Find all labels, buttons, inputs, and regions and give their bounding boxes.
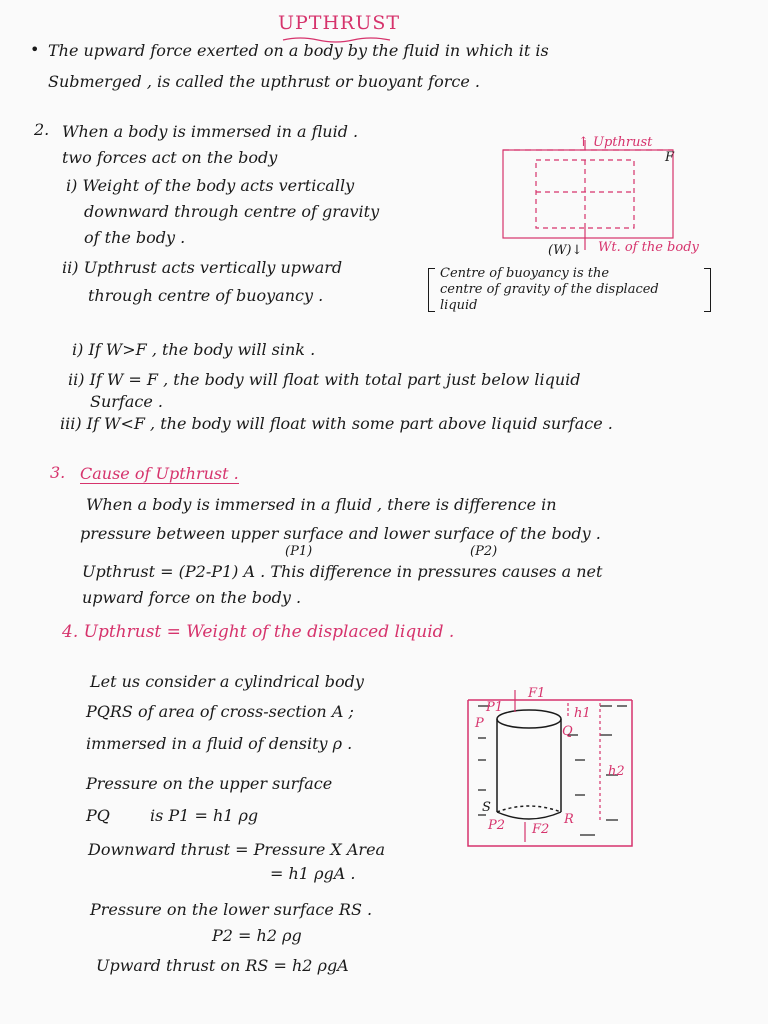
derivation-line-9: P2 = h2 ρg	[212, 926, 302, 945]
diagram-weight-label: Wt. of the body	[598, 240, 699, 255]
derivation-line-5b: is P1 = h1 ρg	[150, 806, 259, 825]
derivation-line-4: Pressure on the upper surface	[86, 774, 333, 793]
note-bracket-right	[704, 268, 711, 312]
diagram-f-label: F	[665, 150, 675, 165]
section-3-number: 3.	[50, 463, 66, 482]
cause-line-3: Upthrust = (P2-P1) A . This difference in pressures causes a net	[82, 562, 603, 581]
bullet-1: •	[30, 40, 40, 59]
definition-line-1: The upward force exerted on a body by the fluid in which it is	[48, 41, 549, 60]
derivation-line-8: Pressure on the lower surface RS .	[90, 900, 373, 919]
cause-line-4: upward force on the body .	[82, 588, 302, 607]
definition-line-2: Submerged , is called the upthrust or buoyant force .	[48, 72, 480, 91]
label-f1: F1	[528, 686, 546, 701]
page-title: UPTHRUST	[278, 12, 401, 34]
condition-sink: i) If W>F , the body will sink .	[72, 340, 316, 359]
cylinder-body	[497, 710, 561, 819]
diagram-upthrust-label: ↑ Upthrust	[578, 135, 653, 150]
label-r: R	[564, 812, 574, 827]
derivation-line-5a: PQ	[86, 806, 110, 825]
buoyancy-diagram	[503, 140, 673, 250]
label-s: S	[482, 800, 491, 815]
note-bracket-left	[428, 268, 435, 312]
cause-line-1: When a body is immersed in a fluid , there is difference in	[86, 495, 557, 514]
section-2-line-2: two forces act on the body	[62, 148, 278, 167]
derivation-line-3: immersed in a fluid of density ρ .	[86, 734, 353, 753]
condition-float-below: ii) If W = F , the body will float with total part just below liquid	[68, 370, 581, 389]
label-p: P	[475, 716, 484, 731]
label-h1: h1	[574, 706, 591, 721]
derivation-line-2: PQRS of area of cross-section A ;	[86, 702, 354, 721]
condition-float-above: iii) If W<F , the body will float with some part above liquid surface .	[60, 414, 613, 433]
label-f2: F2	[532, 822, 550, 837]
label-q: Q	[562, 724, 573, 739]
cause-line-2: pressure between upper surface and lower surface of the body .	[80, 524, 601, 543]
derivation-line-10: Upward thrust on RS = h2 ρgA	[96, 956, 349, 975]
label-h2: h2	[608, 764, 625, 779]
section-2-number: 2.	[34, 120, 50, 139]
label-p1: P1	[486, 700, 504, 715]
derivation-line-6: Downward thrust = Pressure X Area	[88, 840, 386, 859]
force-weight-line-3: of the body .	[84, 228, 186, 247]
diagram-w-label: (W)↓	[548, 243, 583, 258]
derivation-line-7: = h1 ρgA .	[270, 864, 356, 883]
force-weight-line-2: downward through centre of gravity	[84, 202, 380, 221]
section-3-heading: Cause of Upthrust .	[80, 464, 239, 483]
cause-p2-label: (P2)	[470, 544, 498, 559]
condition-float-below-2: Surface .	[90, 392, 163, 411]
buoyancy-note-line-3: liquid	[440, 298, 478, 313]
section-2-line-1: When a body is immersed in a fluid .	[62, 122, 359, 141]
force-upthrust-line-2: through centre of buoyancy .	[88, 286, 324, 305]
force-weight-line-1: i) Weight of the body acts vertically	[66, 176, 355, 195]
buoyancy-note-line-2: centre of gravity of the displaced	[440, 282, 659, 297]
label-p2: P2	[488, 818, 506, 833]
force-upthrust-line-1: ii) Upthrust acts vertically upward	[62, 258, 343, 277]
section-4-heading: 4. Upthrust = Weight of the displaced liquid .	[62, 622, 455, 642]
derivation-line-1: Let us consider a cylindrical body	[90, 672, 364, 691]
buoyancy-note-line-1: Centre of buoyancy is the	[440, 266, 610, 281]
cause-p1-label: (P1)	[285, 544, 313, 559]
